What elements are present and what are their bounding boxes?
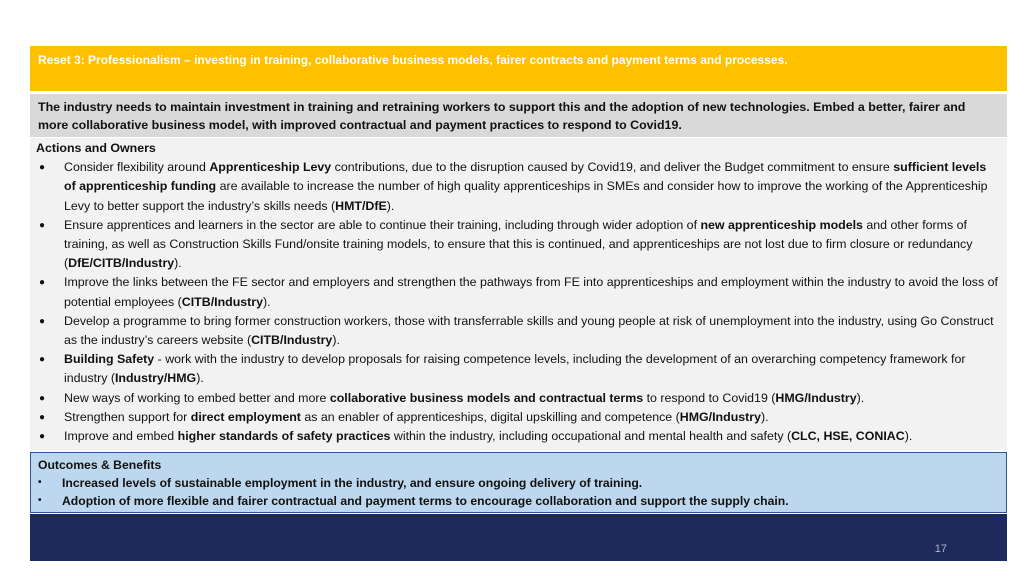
outcomes-box — [30, 452, 1007, 513]
action-item: ● Improve and embed higher standards of safety practices within the industry, including occupational and mental health and safety (CLC, HSE, CONIAC). — [36, 427, 1001, 446]
action-owner-highlight: Industry/HMG — [114, 371, 197, 386]
action-item: ● Ensure apprentices and learners in the sector are able to continue their training, including through wider adoption of new apprenticeship models and other forms of training, as well as Construction Skills Fund/onsite training models, to ensure that this is continued, and apprenticeships are not lost due to firm closure or redundancy (DfE/CITB/Industry). — [36, 216, 1001, 274]
action-item: ● Building Safety - work with the industry to develop proposals for raising competence levels, including the development of an overarching competency framework for industry (Industry/HMG). — [36, 350, 1001, 388]
action-owner-highlight: CITB/Industry — [251, 333, 333, 348]
section-title: Reset 3: Professionalism – investing in training, collaborative business models, fairer contracts and payment terms and processes. — [38, 53, 788, 67]
action-owner-highlight: direct employment — [190, 409, 301, 424]
action-owner-highlight: collaborative business models and contractual terms — [329, 390, 644, 405]
action-owner-highlight: higher standards of safety practices — [177, 429, 391, 444]
action-owner-highlight: HMG/Industry — [775, 390, 857, 405]
action-owner-highlight: HMG/Industry — [679, 409, 761, 424]
bullet-icon: ● — [38, 162, 46, 174]
action-owner-highlight: DfE/CITB/Industry — [68, 256, 175, 271]
bullet-icon: • — [38, 477, 42, 488]
action-owner-highlight: CITB/Industry — [181, 294, 264, 309]
action-item: ● Consider flexibility around Apprenticeship Levy contributions, due to the disruption caused by Covid19, and deliver the Budget commitment to ensure sufficient levels of apprenticeship funding are available to increase the number of high quality apprenticeships in SMEs and consider how to improve the working of the Apprenticeship Levy to better support the industry’s skills needs (HMT/DfE). — [36, 158, 1001, 216]
outcomes-title: Outcomes & Benefits — [38, 458, 162, 472]
bullet-icon: ● — [38, 315, 46, 327]
actions-list — [36, 158, 1001, 446]
page-number: 17 — [934, 543, 947, 555]
actions-title: Actions and Owners — [36, 141, 156, 155]
footer-bar — [30, 514, 1007, 561]
bullet-icon: ● — [38, 354, 46, 366]
outcome-item — [38, 492, 999, 510]
bullet-icon: • — [38, 495, 42, 506]
action-item: ● New ways of working to embed better and more collaborative business models and contractual terms to respond to Covid19 (HMG/Industry). — [36, 389, 1001, 408]
action-owner-highlight: new apprenticeship models — [700, 217, 863, 232]
action-owner-highlight: Apprenticeship Levy — [209, 160, 332, 175]
bullet-icon: ● — [38, 219, 46, 231]
outcome-item — [38, 474, 999, 492]
action-item: ● Improve the links between the FE sector and employers and strengthen the pathways from FE into apprenticeships and employment within the industry to avoid the loss of potential employees (CITB/Industry). — [36, 273, 1001, 311]
action-owner-highlight: HMT/DfE — [335, 198, 387, 213]
outcome-text: Increased levels of sustainable employment in the industry, and ensure ongoing delivery of training. — [62, 476, 643, 490]
bullet-icon: ● — [38, 431, 46, 443]
action-item: ● Strengthen support for direct employment as an enabler of apprenticeships, digital upskilling and competence (HMG/Industry). — [36, 408, 1001, 427]
action-owner-highlight: sufficient levels of apprenticeship funding — [64, 160, 987, 194]
action-owner-highlight: CLC, HSE, CONIAC — [791, 429, 905, 444]
action-item: ● Develop a programme to bring former construction workers, those with transferrable skills and young people at risk of unemployment into the industry, using Go Construct as the industry’s careers website (CITB/Industry). — [36, 312, 1001, 350]
bullet-icon: ● — [38, 411, 46, 423]
action-owner-highlight: Building Safety — [64, 352, 155, 367]
section-header — [30, 46, 1007, 91]
actions-panel — [30, 138, 1007, 450]
summary-box — [30, 94, 1007, 137]
outcome-text: Adoption of more flexible and fairer contractual and payment terms to encourage collaboration and support the supply chain. — [62, 494, 789, 508]
summary-text: The industry needs to maintain investment in training and retraining workers to support this and the adoption of new technologies. Embed a better, fairer and more collaborative business model, with improved contractual and payment practices to respond to Covid19. — [38, 100, 966, 132]
bullet-icon: ● — [38, 277, 46, 289]
bullet-icon: ● — [38, 392, 46, 404]
